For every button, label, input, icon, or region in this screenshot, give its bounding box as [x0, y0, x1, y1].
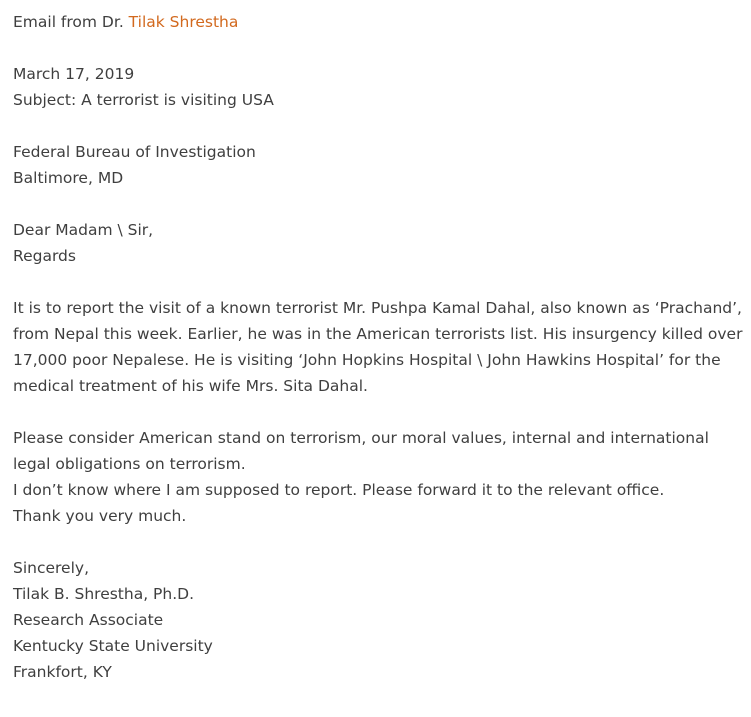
signature-location: Frankfort, KY — [13, 663, 112, 681]
salutation-regards: Regards — [13, 247, 76, 265]
body-paragraph-2 — [13, 425, 743, 529]
paragraph-line: from Nepal this week. Earlier, he was in the American terrorists list. His insurgency killed over — [13, 325, 743, 343]
paragraph-line: Thank you very much. — [13, 507, 187, 525]
spacer — [13, 35, 743, 61]
paragraph-line: medical treatment of his wife Mrs. Sita Dahal. — [13, 377, 368, 395]
spacer — [13, 399, 743, 425]
signature-closing: Sincerely, — [13, 559, 90, 577]
paragraph-line: legal obligations on terrorism. — [13, 455, 246, 473]
spacer — [13, 113, 743, 139]
signature-title: Research Associate — [13, 611, 164, 629]
spacer — [13, 529, 743, 555]
header-prefix: Email from Dr. — [13, 13, 129, 31]
email-subject: Subject: A terrorist is visiting USA — [13, 91, 274, 109]
spacer — [13, 269, 743, 295]
paragraph-line: I don’t know where I am supposed to report. Please forward it to the relevant office. — [13, 481, 665, 499]
salutation: Dear Madam \ Sir, — [13, 221, 154, 239]
recipient-org: Federal Bureau of Investigation — [13, 143, 256, 161]
email-document — [13, 9, 743, 685]
paragraph-line: Please consider American stand on terrorism, our moral values, internal and international — [13, 429, 709, 447]
paragraph-line: It is to report the visit of a known terrorist Mr. Pushpa Kamal Dahal, also known as ‘Prachand’, — [13, 299, 742, 317]
spacer — [13, 191, 743, 217]
signature-name: Tilak B. Shrestha, Ph.D. — [13, 585, 195, 603]
body-paragraph-1 — [13, 295, 743, 399]
signature-block — [13, 555, 743, 685]
email-header — [13, 9, 743, 35]
email-date: March 17, 2019 — [13, 65, 135, 83]
recipient-city: Baltimore, MD — [13, 169, 124, 187]
paragraph-line: 17,000 poor Nepalese. He is visiting ‘John Hopkins Hospital \ John Hawkins Hospital’ for the — [13, 351, 721, 369]
author-name-link[interactable]: Tilak Shrestha — [128, 13, 239, 31]
signature-org: Kentucky State University — [13, 637, 213, 655]
